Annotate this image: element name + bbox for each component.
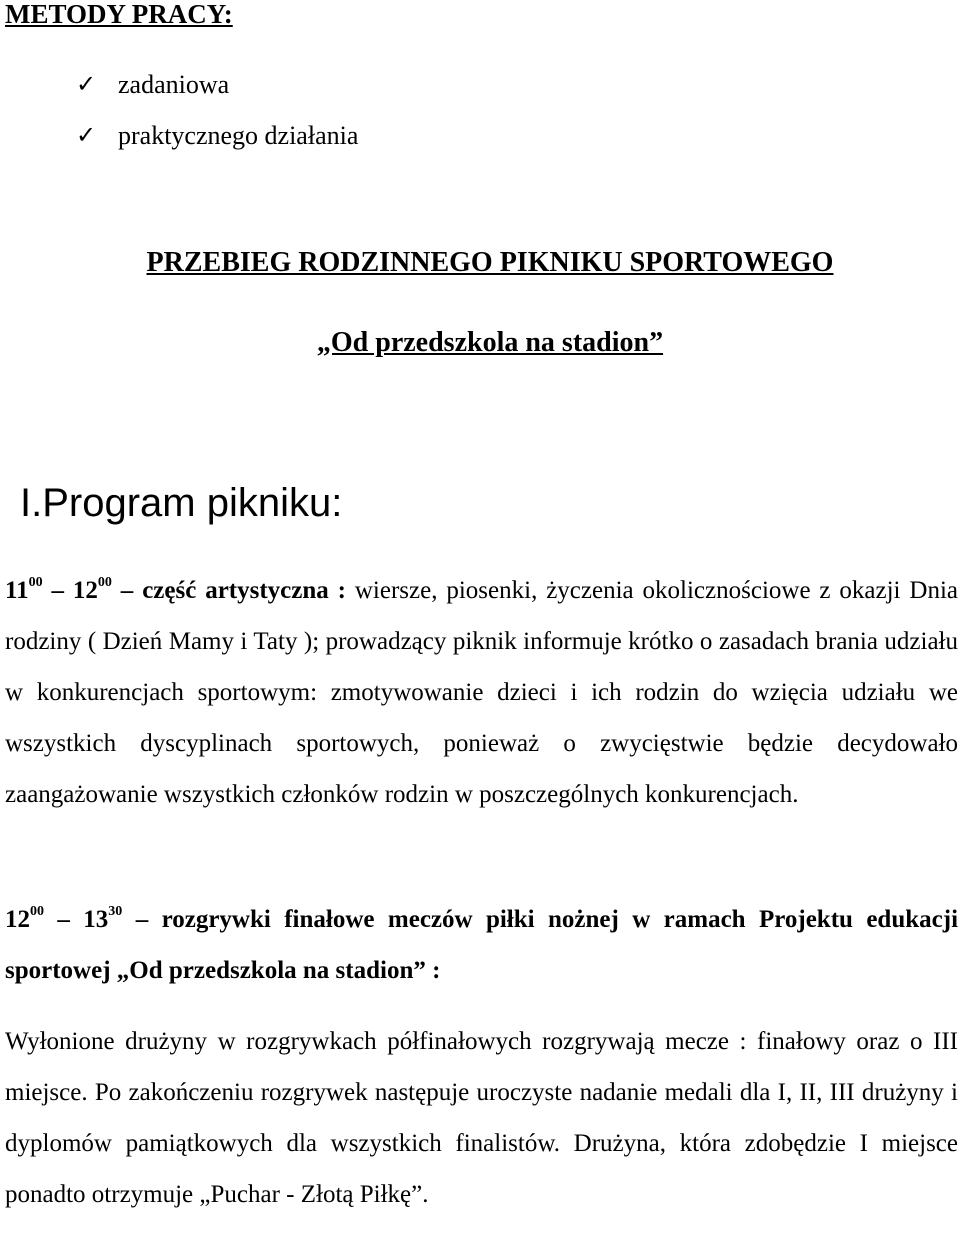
block-text: wiersze, piosenki, życzenia okolicznościowe z okazji Dnia rodziny ( Dzień Mamy i Taty ); prowadzący piknik informuje krótko o zasadach brania udziału w konkurencjach sportowym: zmotywowanie dzieci i ich rodzin do wzięcia udziału we wszystkich dyscyplinach sportowych, ponieważ o zwycięstwie będzie decydowało zaangażowanie wszystkich członków rodzin w poszczególnych konkurencjach.: [5, 577, 958, 808]
program-block-medals: Wyłonione drużyny w rozgrywkach półfinałowych rozgrywają mecze : finałowy oraz o III miejsce. Po zakończeniu rozgrywek następuje uroczyste nadanie medali dla I, II, III drużyny i dyplomów pamiątkowych dla wszystkich finalistów. Drużyna, która zdobędzie I miejsce ponadto otrzymuje „Puchar - Złotą Piłkę”.: [5, 1028, 958, 1208]
methods-item-label: praktycznego działania: [118, 121, 359, 150]
event-subtitle: „Od przedszkola na stadion”: [316, 327, 664, 358]
event-title: PRZEBIEG RODZINNEGO PIKNIKU SPORTOWEGO: [146, 247, 834, 278]
methods-item: [76, 67, 229, 103]
methods-heading: METODY PRACY:: [5, 0, 233, 29]
block-label: rozgrywki finałowe meczów piłki nożnej w ramach Projektu edukacji sportowej „Od przedszkola na stadion” :: [5, 906, 959, 984]
program-heading: I.Program pikniku:: [20, 481, 343, 525]
program-block-finals: [5, 894, 958, 996]
block-label: część artystyczna :: [142, 577, 346, 604]
checkmark-icon: ✓: [76, 72, 97, 98]
time-range: $11^{00} - 12^{00}$ –: [5, 575, 143, 604]
methods-item-label: zadaniowa: [118, 70, 230, 99]
program-block-artistic: [5, 565, 958, 820]
time-range: $12^{00} - 13^{30}$ –: [5, 904, 162, 933]
methods-item: [76, 118, 358, 154]
checkmark-icon: ✓: [76, 123, 97, 149]
